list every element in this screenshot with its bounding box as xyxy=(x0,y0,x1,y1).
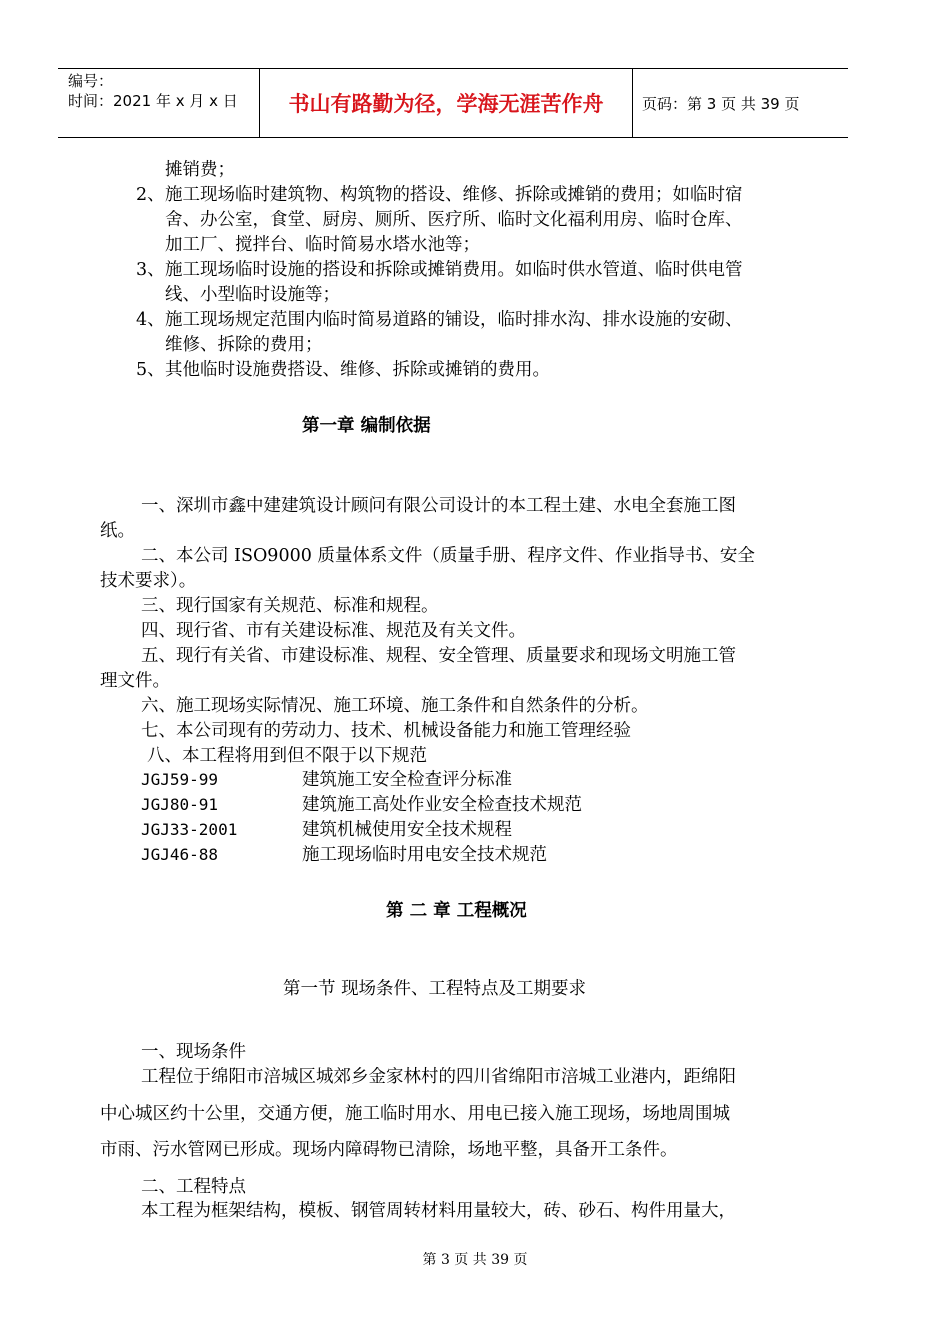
page-footer: 第 3 页 共 39 页 xyxy=(422,1252,528,1268)
basis-line: 纸。 xyxy=(100,521,135,541)
list-item-line: 线、小型临时设施等； xyxy=(165,285,340,305)
basis-line: 七、本公司现有的劳动力、技术、机械设备能力和施工管理经验 xyxy=(141,721,631,741)
basis-line: 技术要求）。 xyxy=(100,571,197,591)
standard-name: 建筑施工安全检查评分标准 xyxy=(302,770,512,790)
list-intro: 摊销费； xyxy=(165,160,235,180)
document-time: 时间：2021 年 x 月 x 日 xyxy=(68,92,238,110)
paragraph-line: 市雨、污水管网已形成。现场内障碍物已清除，场地平整，具备开工条件。 xyxy=(100,1140,678,1160)
list-item-line: 其他临时设施费搭设、维修、拆除或摊销的费用。 xyxy=(165,360,550,380)
list-item-number: 4、 xyxy=(136,310,165,330)
list-item-line: 加工厂、搅拌台、临时简易水塔水池等； xyxy=(165,235,480,255)
basis-line: 六、施工现场实际情况、施工环境、施工条件和自然条件的分析。 xyxy=(141,696,649,716)
list-item-line: 维修、拆除的费用； xyxy=(165,335,323,355)
list-item-line: 舍、办公室，食堂、厨房、厕所、医疗所、临时文化福利用房、临时仓库、 xyxy=(165,210,743,230)
header-motto: 书山有路勤为径，学海无涯苦作舟 xyxy=(288,92,604,116)
standard-name: 建筑施工高处作业安全检查技术规范 xyxy=(302,795,582,815)
basis-line: 三、现行国家有关规范、标准和规程。 xyxy=(141,596,439,616)
paragraph-line: 本工程为框架结构，模板、钢管周转材料用量较大，砖、砂石、构件用量大， xyxy=(141,1201,736,1221)
basis-line: 四、现行省、市有关建设标准、规范及有关文件。 xyxy=(141,621,526,641)
header-meta xyxy=(58,69,259,137)
list-item-line: 施工现场临时建筑物、构筑物的搭设、维修、拆除或摊销的费用；如临时宿 xyxy=(165,185,743,205)
list-item-number: 3、 xyxy=(136,260,165,280)
standard-code: JGJ59-99 xyxy=(141,770,219,789)
standard-code: JGJ33-2001 xyxy=(141,820,238,839)
subsection-heading: 一、现场条件 xyxy=(141,1042,246,1062)
list-item-line: 施工现场规定范围内临时简易道路的铺设，临时排水沟、排水设施的安砌、 xyxy=(165,310,743,330)
basis-line: 五、现行有关省、市建设标准、规程、安全管理、质量要求和现场文明施工管 xyxy=(141,646,736,666)
paragraph-line: 工程位于绵阳市涪城区城郊乡金家林村的四川省绵阳市涪城工业港内，距绵阳 xyxy=(141,1067,736,1087)
header-divider xyxy=(632,69,633,137)
standard-name: 建筑机械使用安全技术规程 xyxy=(302,820,512,840)
standard-code: JGJ46-88 xyxy=(141,845,219,864)
basis-line: 一、深圳市鑫中建建筑设计顾问有限公司设计的本工程土建、水电全套施工图 xyxy=(141,496,736,516)
basis-line: 八、本工程将用到但不限于以下规范 xyxy=(147,746,427,766)
chapter-title: 第一章 编制依据 xyxy=(302,416,431,436)
basis-line: 理文件。 xyxy=(100,671,170,691)
list-item-number: 5、 xyxy=(136,360,165,380)
standard-code: JGJ80-91 xyxy=(141,795,219,814)
list-item-number: 2、 xyxy=(136,185,165,205)
subsection-heading: 二、工程特点 xyxy=(141,1177,246,1197)
paragraph-line: 中心城区约十公里，交通方便，施工临时用水、用电已接入施工现场，场地周围城 xyxy=(100,1104,730,1124)
basis-line: 二、本公司 ISO9000 质量体系文件（质量手册、程序文件、作业指导书、安全 xyxy=(141,546,755,566)
header-page-number: 页码：第 3 页 共 39 页 xyxy=(642,94,800,113)
section-title: 第一节 现场条件、工程特点及工期要求 xyxy=(283,979,587,999)
chapter-title: 第 二 章 工程概况 xyxy=(386,901,527,921)
page-header xyxy=(58,68,848,138)
document-number: 编号： xyxy=(68,72,114,90)
standard-name: 施工现场临时用电安全技术规范 xyxy=(302,845,547,865)
list-item-line: 施工现场临时设施的搭设和拆除或摊销费用。如临时供水管道、临时供电管 xyxy=(165,260,743,280)
